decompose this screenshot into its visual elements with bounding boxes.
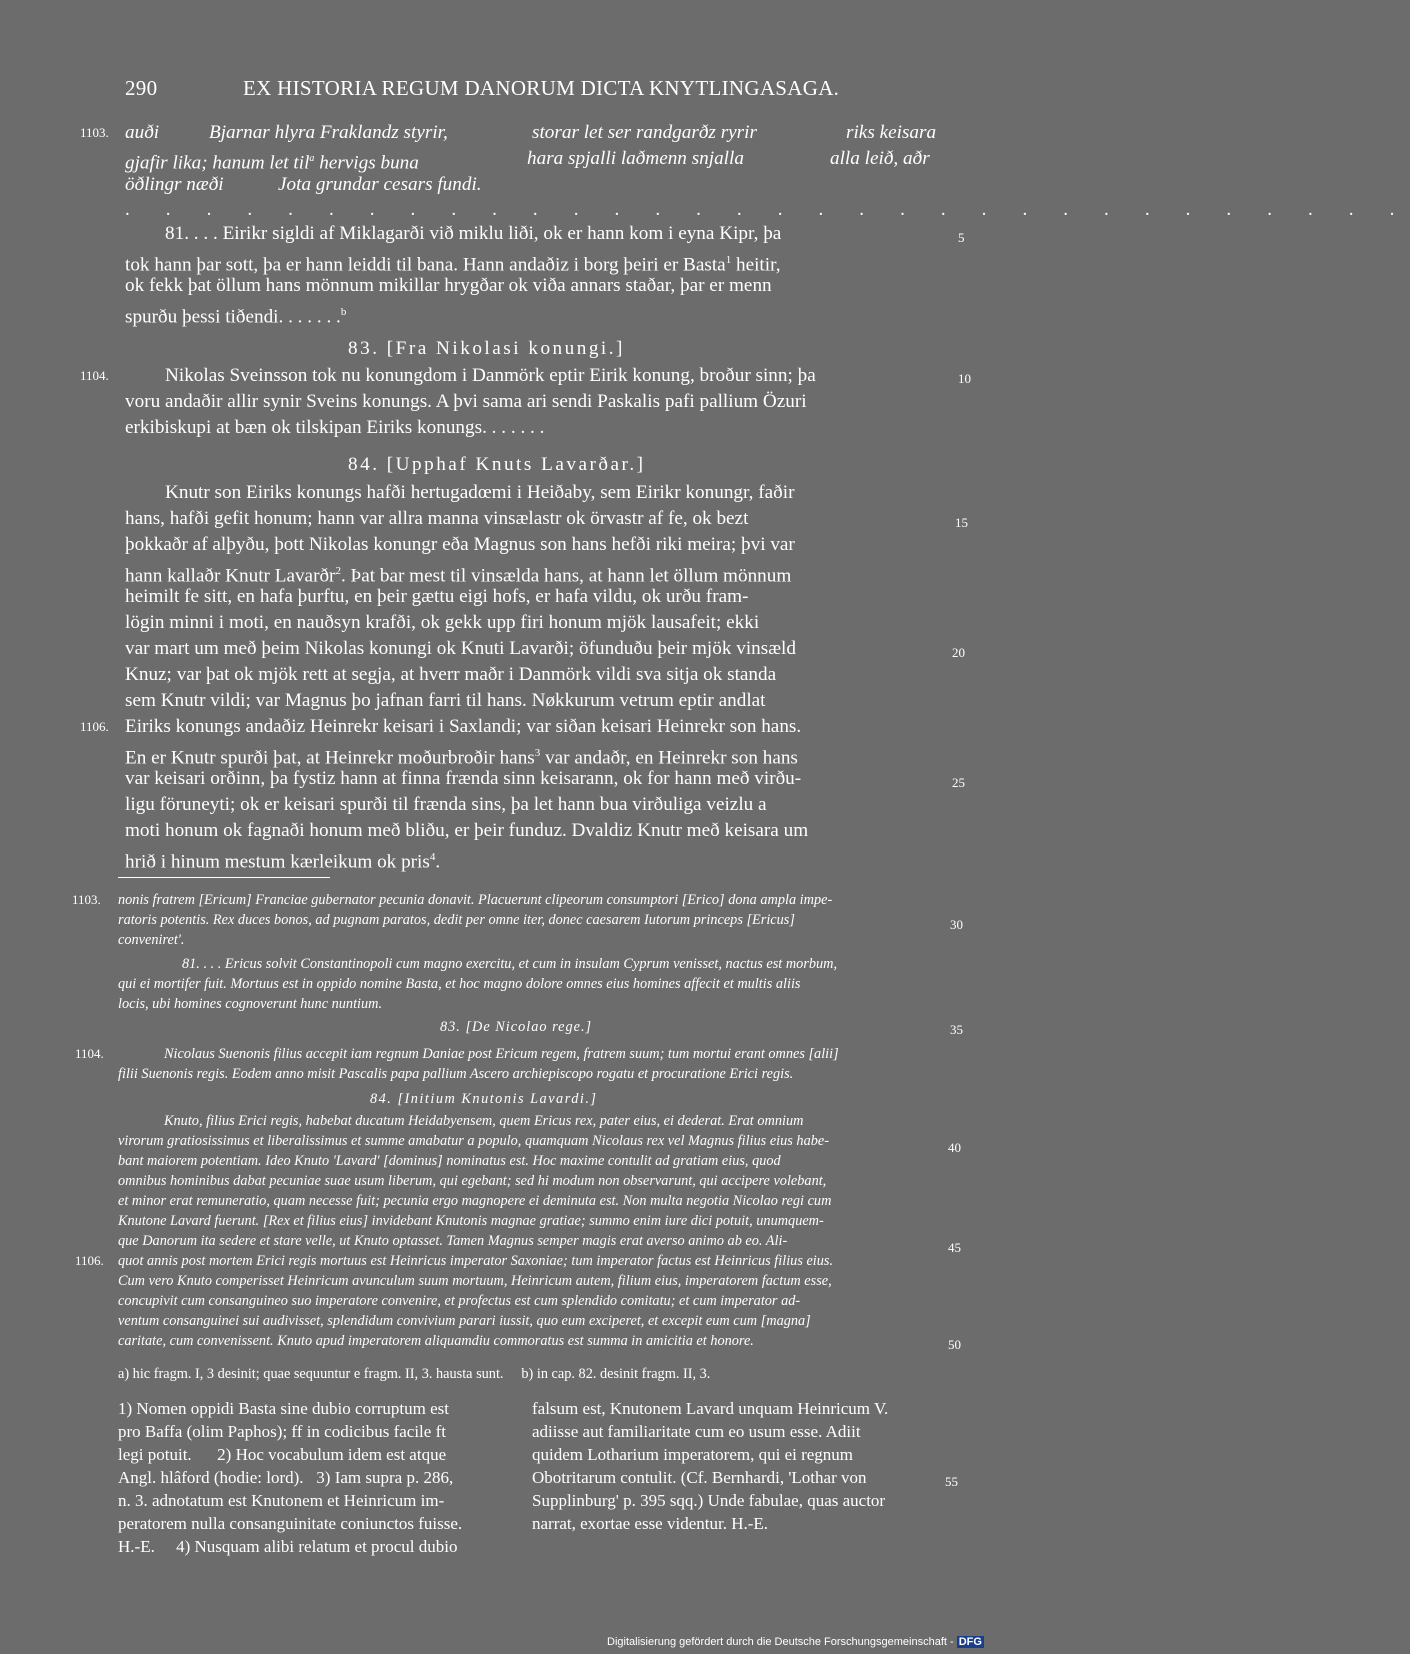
ch84-line8: Knuz; var þat ok mjök rett at segja, at hverr maðr i Danmörk vildi sva sitja ok standa (125, 664, 777, 685)
latin-margin-45: 45 (948, 1240, 961, 1255)
latin-p4-line1: Knuto, filius Erici regis, habebat ducatum Heidabyensem, quem Ericus rex, pater eius, ei dederat. Erat omnium (164, 1113, 804, 1129)
ch84-line15 (125, 844, 440, 875)
poem-line2-d: alla leið, aðr (830, 148, 930, 169)
latin-p4-line3: bant maiorem potentiam. Ideo Knuto 'Lavard' [dominus] nominatus est. Hoc maxime contulit ad gratiam eius, quod (118, 1153, 781, 1169)
latin-p4-line6: Knutone Lavard fuerunt. [Rex et filius eius] invidebant Knutonis magnae gratiae; summo enim iure dici potuit, unumquem- (118, 1213, 824, 1229)
ch84-line7: var mart um með þeim Nikolas konungi ok Knuti Lavarði; öfunduðu þeir mjök vinsæld (125, 638, 796, 659)
ch84-heading: 84. [Upphaf Knuts Lavarðar.] (348, 454, 646, 475)
fn-left-6: peratorem nulla consanguinitate coniunctos fuisse. (118, 1514, 463, 1533)
digitization-credit (607, 1636, 984, 1648)
ch83-heading: 83. [Fra Nikolasi konungi.] (348, 338, 625, 359)
ch84-line13: ligu föruneyti; ok er keisari spurði til frænda sins, þa let hann bua virðuliga veizlu a (125, 794, 767, 815)
latin-p2-line3: locis, ubi homines cognoverunt hunc nuntium. (118, 996, 383, 1012)
ch81-line1: 81. . . . Eirikr sigldi af Miklagarði við miklu liði, ok er hann kom i eyna Kipr, þa (165, 223, 782, 244)
ch84-line10: Eiriks konungs andaðiz Heinrekr keisari i Saxlandi; var siðan keisari Heinrekr son hans. (125, 716, 802, 737)
ch84-line2: hans, hafði gefit honum; hann var allra manna vinsælastr ok örvastr af fe, ok bezt (125, 508, 749, 529)
fn-right-4: Obotritarum contulit. (Cf. Bernhardi, 'Lothar von (532, 1468, 867, 1487)
ch84-line11-text: En er Knutr spurði þat, at Heinrekr moðurbroðir hans (125, 747, 535, 769)
ch81-line3: ok fekk þat öllum hans mönnum mikillar hrygðar ok viða annars staðar, þar er menn (125, 275, 772, 296)
poem-fn-a: a (309, 153, 315, 164)
ch81-line4 (125, 299, 346, 330)
fn-left-4: Angl. hlâford (hodie: lord). 3) Iam supra p. 286, (118, 1468, 454, 1487)
latin-p1-line1: nonis fratrem [Ericum] Franciae gubernator pecunia donavit. Placuerunt clipeorum consumptori [Erico] dona ampla impe- (118, 892, 833, 908)
ch84-line6: lögin minni i moti, en nauðsyn krafði, ok gekk upp firi honum mjök lausafeit; ekki (125, 612, 760, 633)
poem-line2-a2-text: hervigs buna (319, 152, 419, 174)
latin-p4-line12: caritate, cum convenissent. Knuto apud imperatorem aliquamdiu commoratus est summa in amicitia et honore. (118, 1333, 754, 1349)
latin-p2-line2: qui ei mortifer fuit. Mortuus est in oppido nomine Basta, et hoc magno dolore omnes eius homines affecit et multis aliis (118, 976, 801, 992)
fn-left-2: pro Baffa (olim Paphos); ff in codicibus facile ft (118, 1422, 446, 1441)
latin-p3-line1: Nicolaus Suenonis filius accepit iam regnum Daniae post Ericum regem, fratrem suum; tum mortui erant omnes [alii] (164, 1046, 839, 1062)
year-1103: 1103. (80, 125, 109, 140)
separator-rule (118, 877, 330, 878)
poem-line2-a-text: gjafir lika; hanum let til (125, 152, 310, 174)
variant-notes: a) hic fragm. I, 3 desinit; quae sequuntur e fragm. II, 3. hausta sunt. b) in cap. 82. desinit fragm. II, 3. (118, 1366, 711, 1382)
year-1106: 1106. (80, 719, 109, 734)
ch84-line11-rest: var andaðr, en Heinrekr son hans (540, 747, 798, 769)
ch84-line15-rest: . (435, 851, 441, 873)
margin-5: 5 (958, 230, 965, 245)
fn-right-1: falsum est, Knutonem Lavard unquam Heinricum V. (532, 1399, 889, 1418)
running-title: EX HISTORIA REGUM DANORUM DICTA KNYTLINGASAGA. (243, 76, 840, 100)
latin-p4-line10: concupivit cum consanguineo suo imperatore convenire, et profectus est cum splendido comitatu; et cum imperator ad- (118, 1293, 801, 1309)
poem-line1-b: Bjarnar hlyra Fraklandz styrir, (209, 122, 448, 143)
ch84-line1: Knutr son Eiriks konungs hafði hertugadœmi i Heiðaby, sem Eirikr konungr, faðir (165, 482, 795, 503)
fn-left-7: H.-E. 4) Nusquam alibi relatum et procul dubio (118, 1537, 458, 1556)
ch81-line4-text: spurðu þessi tiðendi. . . . . . . (125, 306, 341, 328)
fn-mark-4: 4 (429, 851, 436, 863)
year-1104: 1104. (80, 368, 109, 383)
ch83-line2: voru andaðir allir synir Sveins konungs. A þvi sama ari sendi Paskalis pafi pallium Özuri (125, 391, 807, 412)
poem-line2-c: hara spjalli laðmenn snjalla (527, 148, 744, 169)
credit-text: Digitalisierung gefördert durch die Deutsche Forschungsgemeinschaft - (607, 1636, 954, 1648)
latin-p4-line7: que Danorum ita sedere et stare velle, ut Knuto optasset. Tamen Magnus semper magis erat averso animo ab eo. Ali- (118, 1233, 788, 1249)
ch84-line12: var keisari orðinn, þa fystiz hann at finna frænda sinn keisarann, ok for hann með virðu- (125, 768, 802, 789)
fn-right-6: narrat, exortae esse videntur. H.-E. (532, 1514, 769, 1533)
latin-p1-line3: conveniret'. (118, 932, 185, 948)
fn-right-5: Supplinburg' p. 395 sqq.) Unde fabulae, quas auctor (532, 1491, 886, 1510)
latin-p1-line2: ratoris potentis. Rex duces bonos, ad pugnam paratos, dedit per omne iter, donec caesarem Iutorum princeps [Ericus] (118, 912, 795, 928)
ch84-line3: þokkaðr af alþyðu, þott Nikolas konungr eða Magnus son hans hefði riki meira; þvi var (125, 534, 795, 555)
fn-right-3: quidem Lotharium imperatorem, qui ei regnum (532, 1445, 854, 1464)
ellipsis-dots: . . . . . . . . . . . . . . . . . . . . . . . . . . . . . . . . (125, 199, 1410, 220)
ch84-line5: heimilt fe sitt, en hafa þurftu, en þeir gættu eigi hofs, er hafa vildu, ok urðu fram- (125, 586, 749, 607)
latin-p4-line11: ventum consanguinei sui audivisset, splendidum convivium parari iussit, quo eum exciperet, et excepit eum cum [magna] (118, 1313, 811, 1329)
ch84-line14: moti honum ok fagnaði honum með bliðu, er þeir funduz. Dvaldiz Knutr með keisara um (125, 820, 809, 841)
latin-p4-line8: quot annis post mortem Erici regis mortuus est Heinricus imperator Saxoniae; tum imperator factus est Heinricus filius eius. (118, 1253, 834, 1269)
latin-h83: 83. [De Nicolao rege.] (440, 1019, 593, 1035)
fn-left-1: 1) Nomen oppidi Basta sine dubio corruptum est (118, 1399, 449, 1418)
latin-p4-line2: virorum gratiosissimus et liberalissimus et summe amabatur a populo, quamquam Nicolaus rex vel Magnus filius eius habe- (118, 1133, 829, 1149)
fn-right-2: adiisse aut familiaritate cum eo usum esse. Adiit (532, 1422, 861, 1441)
latin-year-1104: 1104. (75, 1046, 104, 1061)
ch83-line1: Nikolas Sveinsson tok nu konungdom i Danmörk eptir Eirik konung, broður sinn; þa (165, 365, 816, 386)
dfg-logo: DFG (958, 1636, 982, 1648)
latin-margin-40: 40 (948, 1140, 961, 1155)
fn-mark-b: b (340, 306, 347, 318)
latin-margin-35: 35 (950, 1022, 963, 1037)
latin-p4-line9: Cum vero Knuto comperisset Heinricum avunculum suum mortuum, Heinricum autem, filium eius, imperatorem factum esse, (118, 1273, 832, 1289)
margin-20: 20 (952, 645, 965, 660)
poem-line1-c: storar let ser randgarðz ryrir (532, 122, 757, 143)
latin-year-1103: 1103. (72, 892, 101, 907)
latin-p2-line1: 81. . . . Ericus solvit Constantinopoli cum magno exercitu, et cum in insulam Cyprum venisset, nactus est morbum, (182, 956, 838, 972)
margin-25: 25 (952, 775, 965, 790)
fn-margin-55: 55 (945, 1474, 958, 1489)
ch84-line15-text: hrið i hinum mestum kærleikum ok pris (125, 851, 430, 873)
poem-line1-a: auði (125, 122, 160, 143)
latin-h84: 84. [Initium Knutonis Lavardi.] (370, 1091, 598, 1107)
ch83-line3: erkibiskupi at bæn ok tilskipan Eiriks konungs. . . . . . . (125, 417, 545, 438)
margin-10: 10 (958, 371, 971, 386)
ch84-line4-rest: . Þat bar mest til vinsælda hans, at hann let öllum mönnum (340, 565, 792, 587)
latin-year-1106: 1106. (75, 1253, 104, 1268)
ch84-line4-text: hann kallaðr Knutr Lavarðr (125, 565, 336, 587)
poem-line1-d: riks keisara (846, 122, 937, 143)
latin-margin-30: 30 (950, 917, 963, 932)
ch84-line9: sem Knutr vildi; var Magnus þo jafnan farri til hans. Nøkkurum vetrum eptir andlat (125, 690, 766, 711)
latin-p4-line4: omnibus hominibus dabat pecuniae suae usum liberum, qui egebant; sed hi modum non observarunt, qui accipere volebant, (118, 1173, 827, 1189)
fn-mark-2: 2 (335, 565, 341, 577)
ch81-line2-end: heitir, (731, 254, 781, 276)
latin-p4-line5: et minor erat remuneratio, quam necesse fuit; pecunia ergo magnopere ei deminuta est. Non multa negotia Nicolao regi cum (118, 1193, 832, 1209)
poem-line3-b: Jota grundar cesars fundi. (278, 174, 482, 195)
page-number: 290 (125, 76, 158, 100)
fn-mark-1: 1 (725, 254, 732, 266)
ch81-line2-text: tok hann þar sott, þa er hann leiddi til bana. Hann andaðiz i borg þeiri er Basta (125, 254, 726, 276)
margin-15: 15 (955, 515, 968, 530)
latin-margin-50: 50 (948, 1337, 961, 1352)
fn-left-3: legi potuit. 2) Hoc vocabulum idem est atque (118, 1445, 447, 1464)
fn-mark-3: 3 (534, 747, 541, 759)
latin-p3-line2: filii Suenonis regis. Eodem anno misit Pascalis papa pallium Ascero archiepiscopo rogatu et procuratione Erici regis. (118, 1066, 794, 1082)
fn-left-5: n. 3. adnotatum est Knutonem et Heinricum im- (118, 1491, 445, 1510)
poem-line3-a: öðlingr næði (125, 174, 224, 195)
